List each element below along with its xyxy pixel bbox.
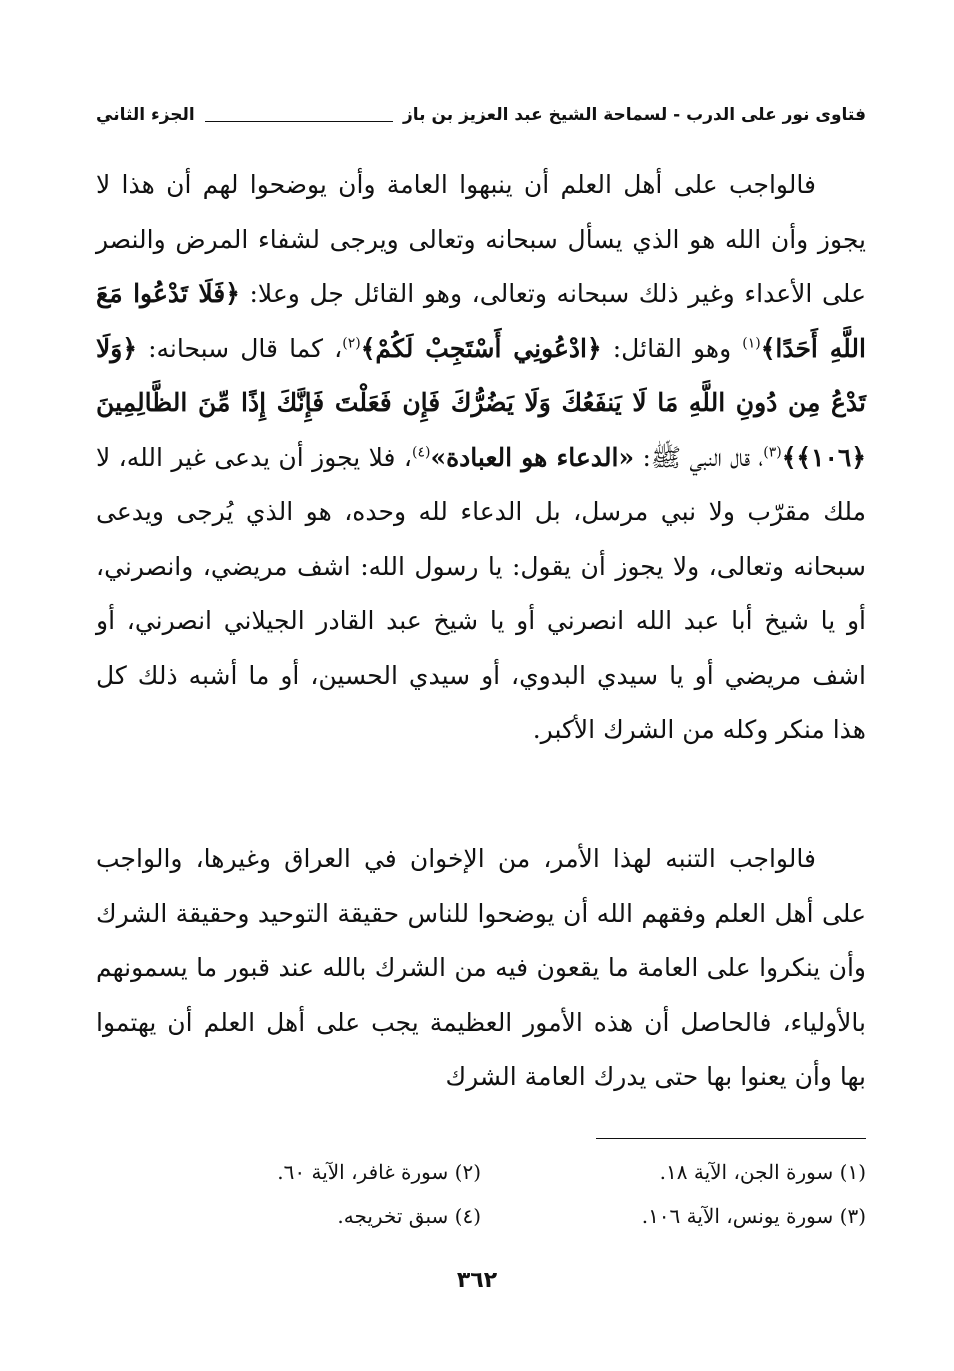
paragraph-1-text-a: فالواجب على أهل العلم أن ينبهوا العامة وأن يوضحوا لهم أن هذا لا يجوز وأن الله هو الذي يسأل سبحانه وتعالى ويرجى لشفاء المرض والنصر على الأعداء وغير ذلك سبحانه وتعالى، وهو القائل جل وعلا: [96,170,866,308]
footnote-3: (٣) سورة يونس، الآية ١٠٦. [641,1204,866,1228]
quran-verse-1: ﴿فَلَا تَدْعُوا مَعَ اللَّهِ أَحَدًا﴾ [96,279,866,363]
footnote-separator [596,1138,866,1139]
paragraph-1 [96,158,866,758]
footnote-4: (٤) سبق تخريجه. [337,1204,481,1228]
paragraph-1-text-e: ، فلا يجوز أن يدعى غير الله، لا ملك مقرّب ولا نبي مرسل، بل الدعاء لله وحده، هو الذي يُرجى ويدعى سبحانه وتعالى، ولا يجوز أن يقول: يا رسول الله: اشف مريضي، وانصرني، أو يا شيخ أبا عبد الله انصرني أو يا شيخ عبد القادر الجيلاني انصرني، أو اشف مريضي أو يا سيدي البدوي، أو سيدي الحسين، أو ما أشبه ذلك كل هذا منكر وكله من الشرك الأكبر. [96,442,866,744]
running-header [96,100,866,130]
footnote-ref-3[interactable]: (٣) [763,444,782,461]
footnotes [96,1150,866,1238]
header-rule [205,121,393,122]
header-book-title: فتاوى نور على الدرب - لسماحة الشيخ عبد العزيز بن باز [403,105,866,125]
footnote-row [96,1194,866,1238]
footnote-2: (٢) سورة غافر، الآية ٦٠. [277,1160,481,1184]
page-number: ٣٦٢ [456,1268,498,1293]
footnote-1: (١) سورة الجن، الآية ١٨. [659,1160,866,1184]
paragraph-2-text: فالواجب التنبه لهذا الأمر، من الإخوان في العراق وغيرها، والواجب على أهل العلم وفقهم الله أن يوضحوا للناس حقيقة التوحيد وحقيقة الشرك وأن ينكروا على العامة ما يقعون فيه من الشرك بالله عند قبور ما يسمونهم بالأولياء، فالحاصل أن هذه الأمور العظيمة يجب على أهل العلم أن يهتموا بها وأن يعنوا بها حتى يدرك العامة الشرك [96,844,866,1091]
hadith-quote: «الدعاء هو العبادة» [430,442,635,472]
footnote-ref-4[interactable]: (٤) [411,444,431,461]
paragraph-1-text-b: وهو القائل: [601,333,743,363]
footnote-ref-1[interactable]: (١) [742,335,761,352]
footnote-ref-2[interactable]: (٢) [342,335,361,352]
quran-verse-2: ﴿ادْعُونِي أَسْتَجِبْ لَكُمْ﴾ [360,333,602,363]
paragraph-1-text-d: ، قال النبي ﷺ: [634,442,764,472]
footnote-row [96,1150,866,1194]
header-volume: الجزء الثاني [96,105,195,125]
quran-verse-3: ﴿وَلَا تَدْعُ مِن دُونِ اللَّهِ مَا لَا يَنفَعُكَ وَلَا يَضُرُّكَ فَإِن فَعَلْتَ فَإِنَّكَ إِذًا مِّنَ الظَّالِمِينَ ﴿١٠٦﴾﴾ [96,333,866,472]
paragraph-2 [96,832,866,1105]
paragraph-1-text-c: ، كما قال سبحانه: [136,333,343,363]
